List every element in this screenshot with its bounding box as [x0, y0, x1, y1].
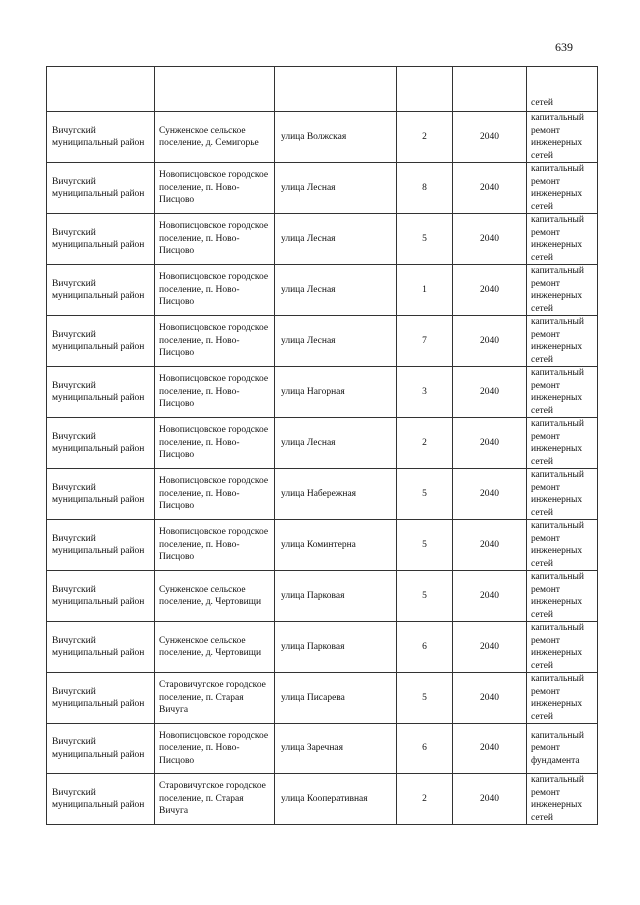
cell-settlement [155, 316, 275, 367]
cell-works-text: капитальный ремонт инженерных сетей [531, 572, 584, 620]
cell-settlement [155, 367, 275, 418]
cell-district-text: Вичугский муниципальный район [52, 380, 145, 403]
cell-district [47, 67, 155, 112]
cell-settlement [155, 418, 275, 469]
cell-district-text: Вичугский муниципальный район [52, 584, 145, 607]
cell-works [527, 724, 598, 774]
cell-houses [397, 774, 453, 825]
cell-street [275, 316, 397, 367]
cell-district [47, 163, 155, 214]
cell-houses-text: 5 [422, 488, 427, 499]
cell-works [527, 571, 598, 622]
cell-street-text: улица Парковая [281, 590, 345, 601]
cell-houses [397, 214, 453, 265]
cell-houses [397, 367, 453, 418]
table-row-continued [47, 67, 598, 112]
cell-year-text: 2040 [480, 233, 499, 244]
cell-district-text: Вичугский муниципальный район [52, 125, 145, 148]
cell-year-text: 2040 [480, 743, 499, 754]
cell-year [453, 571, 527, 622]
cell-works [527, 67, 598, 112]
cell-street-text: улица Лесная [281, 182, 336, 193]
cell-year-text: 2040 [480, 437, 499, 448]
cell-settlement-text: Сунженское сельское поселение, д. Чертовищи [159, 584, 262, 607]
cell-year [453, 316, 527, 367]
cell-year-text: 2040 [480, 131, 499, 142]
table-row [47, 214, 598, 265]
cell-settlement [155, 214, 275, 265]
cell-street [275, 67, 397, 112]
page-number: 639 [555, 40, 573, 54]
cell-settlement [155, 163, 275, 214]
cell-street-text: улица Нагорная [281, 386, 345, 397]
cell-district-text: Вичугский муниципальный район [52, 686, 145, 709]
cell-year-text: 2040 [480, 641, 499, 652]
cell-settlement [155, 469, 275, 520]
table-row [47, 112, 598, 163]
cell-year [453, 214, 527, 265]
cell-year [453, 622, 527, 673]
cell-houses-text: 8 [422, 182, 427, 193]
cell-street-text: улица Лесная [281, 437, 336, 448]
cell-settlement-text: Новописцовское городское поселение, п. Ново-Писцово [159, 221, 269, 257]
table-row [47, 265, 598, 316]
cell-settlement-text: Новописцовское городское поселение, п. Ново-Писцово [159, 476, 269, 512]
cell-settlement-text: Новописцовское городское поселение, п. Ново-Писцово [159, 425, 269, 461]
cell-district [47, 724, 155, 774]
cell-houses-text: 5 [422, 233, 427, 244]
cell-district [47, 112, 155, 163]
table-row [47, 367, 598, 418]
cell-houses [397, 67, 453, 112]
cell-year [453, 724, 527, 774]
cell-houses [397, 163, 453, 214]
cell-works [527, 367, 598, 418]
cell-works [527, 265, 598, 316]
cell-district [47, 622, 155, 673]
cell-works [527, 214, 598, 265]
cell-houses [397, 418, 453, 469]
cell-district-text: Вичугский муниципальный район [52, 737, 145, 760]
cell-year-text: 2040 [480, 488, 499, 499]
cell-houses-text: 5 [422, 539, 427, 550]
cell-settlement [155, 571, 275, 622]
cell-works-text: капитальный ремонт инженерных сетей [531, 215, 584, 263]
cell-street [275, 520, 397, 571]
cell-works-text: капитальный ремонт инженерных сетей [531, 470, 584, 518]
cell-works-text: капитальный ремонт инженерных сетей [531, 266, 584, 314]
cell-settlement [155, 67, 275, 112]
cell-houses-text: 7 [422, 335, 427, 346]
cell-year [453, 520, 527, 571]
cell-district-text: Вичугский муниципальный район [52, 635, 145, 658]
cell-settlement [155, 724, 275, 774]
cell-district-text: Вичугский муниципальный район [52, 533, 145, 556]
cell-district [47, 367, 155, 418]
cell-settlement-text: Новописцовское городское поселение, п. Ново-Писцово [159, 323, 269, 359]
cell-houses-text: 2 [422, 793, 427, 804]
cell-year-text: 2040 [480, 284, 499, 295]
cell-district-text: Вичугский муниципальный район [52, 482, 145, 505]
cell-houses [397, 673, 453, 724]
cell-settlement-text: Новописцовское городское поселение, п. Ново-Писцово [159, 170, 269, 206]
cell-street [275, 265, 397, 316]
cell-settlement [155, 112, 275, 163]
cell-district-text: Вичугский муниципальный район [52, 329, 145, 352]
cell-works-text: капитальный ремонт инженерных сетей [531, 521, 584, 569]
cell-settlement [155, 520, 275, 571]
cell-works [527, 418, 598, 469]
table-row [47, 469, 598, 520]
cell-street [275, 418, 397, 469]
cell-works-text: капитальный ремонт инженерных сетей [531, 775, 584, 823]
cell-street-text: улица Лесная [281, 335, 336, 346]
cell-works-text: капитальный ремонт инженерных сетей [531, 674, 584, 722]
cell-houses-text: 3 [422, 386, 427, 397]
cell-houses [397, 724, 453, 774]
cell-houses [397, 520, 453, 571]
cell-settlement-text: Новописцовское городское поселение, п. Ново-Писцово [159, 374, 269, 410]
cell-houses-text: 5 [422, 692, 427, 703]
cell-year-text: 2040 [480, 793, 499, 804]
cell-year [453, 367, 527, 418]
cell-works-text: капитальный ремонт инженерных сетей [531, 368, 584, 416]
cell-works-text: капитальный ремонт фундамента [531, 730, 584, 766]
cell-year [453, 673, 527, 724]
cell-works [527, 520, 598, 571]
table-row [47, 163, 598, 214]
cell-houses [397, 316, 453, 367]
cell-works-text: сетей [531, 97, 554, 108]
cell-houses [397, 112, 453, 163]
cell-district [47, 673, 155, 724]
cell-works-text: капитальный ремонт инженерных сетей [531, 164, 584, 212]
cell-works [527, 774, 598, 825]
cell-houses [397, 571, 453, 622]
cell-settlement-text: Старовичугское городское поселение, п. Старая Вичуга [159, 680, 266, 716]
cell-works-text: капитальный ремонт инженерных сетей [531, 419, 584, 467]
cell-year-text: 2040 [480, 335, 499, 346]
cell-district-text: Вичугский муниципальный район [52, 176, 145, 199]
cell-district-text: Вичугский муниципальный район [52, 278, 145, 301]
cell-settlement-text: Новописцовское городское поселение, п. Ново-Писцово [159, 527, 269, 563]
cell-year [453, 265, 527, 316]
cell-works-text: капитальный ремонт инженерных сетей [531, 623, 584, 671]
cell-year [453, 163, 527, 214]
cell-street [275, 214, 397, 265]
cell-works [527, 622, 598, 673]
cell-street-text: улица Заречная [281, 743, 343, 754]
cell-street [275, 673, 397, 724]
cell-settlement-text: Сунженское сельское поселение, д. Семигорье [159, 125, 259, 148]
cell-street [275, 163, 397, 214]
cell-street-text: улица Волжская [281, 131, 347, 142]
cell-street-text: улица Писарева [281, 692, 345, 703]
cell-settlement [155, 622, 275, 673]
cell-street [275, 724, 397, 774]
cell-houses-text: 5 [422, 590, 427, 601]
table-row [47, 622, 598, 673]
cell-district-text: Вичугский муниципальный район [52, 227, 145, 250]
cell-year-text: 2040 [480, 692, 499, 703]
cell-settlement [155, 265, 275, 316]
cell-street-text: улица Лесная [281, 284, 336, 295]
cell-district-text: Вичугский муниципальный район [52, 787, 145, 810]
cell-houses-text: 1 [422, 284, 427, 295]
cell-works [527, 469, 598, 520]
cell-district [47, 774, 155, 825]
cell-year-text: 2040 [480, 590, 499, 601]
cell-street [275, 367, 397, 418]
cell-street-text: улица Парковая [281, 641, 345, 652]
cell-district [47, 469, 155, 520]
cell-houses [397, 265, 453, 316]
cell-year [453, 774, 527, 825]
cell-houses-text: 6 [422, 641, 427, 652]
table-row [47, 724, 598, 774]
housing-repair-table [46, 66, 598, 825]
cell-settlement-text: Новописцовское городское поселение, п. Ново-Писцово [159, 730, 269, 766]
cell-district [47, 418, 155, 469]
table-row [47, 316, 598, 367]
cell-works [527, 163, 598, 214]
cell-settlement-text: Сунженское сельское поселение, д. Чертовищи [159, 635, 262, 658]
cell-year [453, 67, 527, 112]
cell-street-text: улица Набережная [281, 488, 357, 499]
cell-district [47, 571, 155, 622]
cell-street-text: улица Лесная [281, 233, 336, 244]
cell-works [527, 112, 598, 163]
cell-year-text: 2040 [480, 182, 499, 193]
cell-street [275, 774, 397, 825]
cell-houses-text: 6 [422, 743, 427, 754]
cell-year [453, 469, 527, 520]
cell-works [527, 673, 598, 724]
cell-street [275, 469, 397, 520]
cell-street-text: улица Кооперативная [281, 793, 368, 804]
cell-street [275, 571, 397, 622]
cell-houses [397, 469, 453, 520]
cell-works [527, 316, 598, 367]
cell-year-text: 2040 [480, 539, 499, 550]
cell-works-text: капитальный ремонт инженерных сетей [531, 113, 584, 161]
cell-settlement [155, 774, 275, 825]
table-row [47, 774, 598, 825]
cell-year-text: 2040 [480, 386, 499, 397]
cell-settlement-text: Старовичугское городское поселение, п. Старая Вичуга [159, 781, 266, 817]
cell-district [47, 265, 155, 316]
cell-street-text: улица Коминтерна [281, 539, 356, 550]
cell-works-text: капитальный ремонт инженерных сетей [531, 317, 584, 365]
cell-district [47, 214, 155, 265]
cell-district [47, 316, 155, 367]
cell-settlement [155, 673, 275, 724]
table-row [47, 418, 598, 469]
table-row [47, 673, 598, 724]
cell-houses-text: 2 [422, 437, 427, 448]
cell-street [275, 112, 397, 163]
table-row [47, 520, 598, 571]
cell-houses [397, 622, 453, 673]
cell-district-text: Вичугский муниципальный район [52, 431, 145, 454]
cell-settlement-text: Новописцовское городское поселение, п. Ново-Писцово [159, 272, 269, 308]
cell-district [47, 520, 155, 571]
table-row [47, 571, 598, 622]
cell-year [453, 418, 527, 469]
cell-year [453, 112, 527, 163]
cell-houses-text: 2 [422, 131, 427, 142]
cell-street [275, 622, 397, 673]
